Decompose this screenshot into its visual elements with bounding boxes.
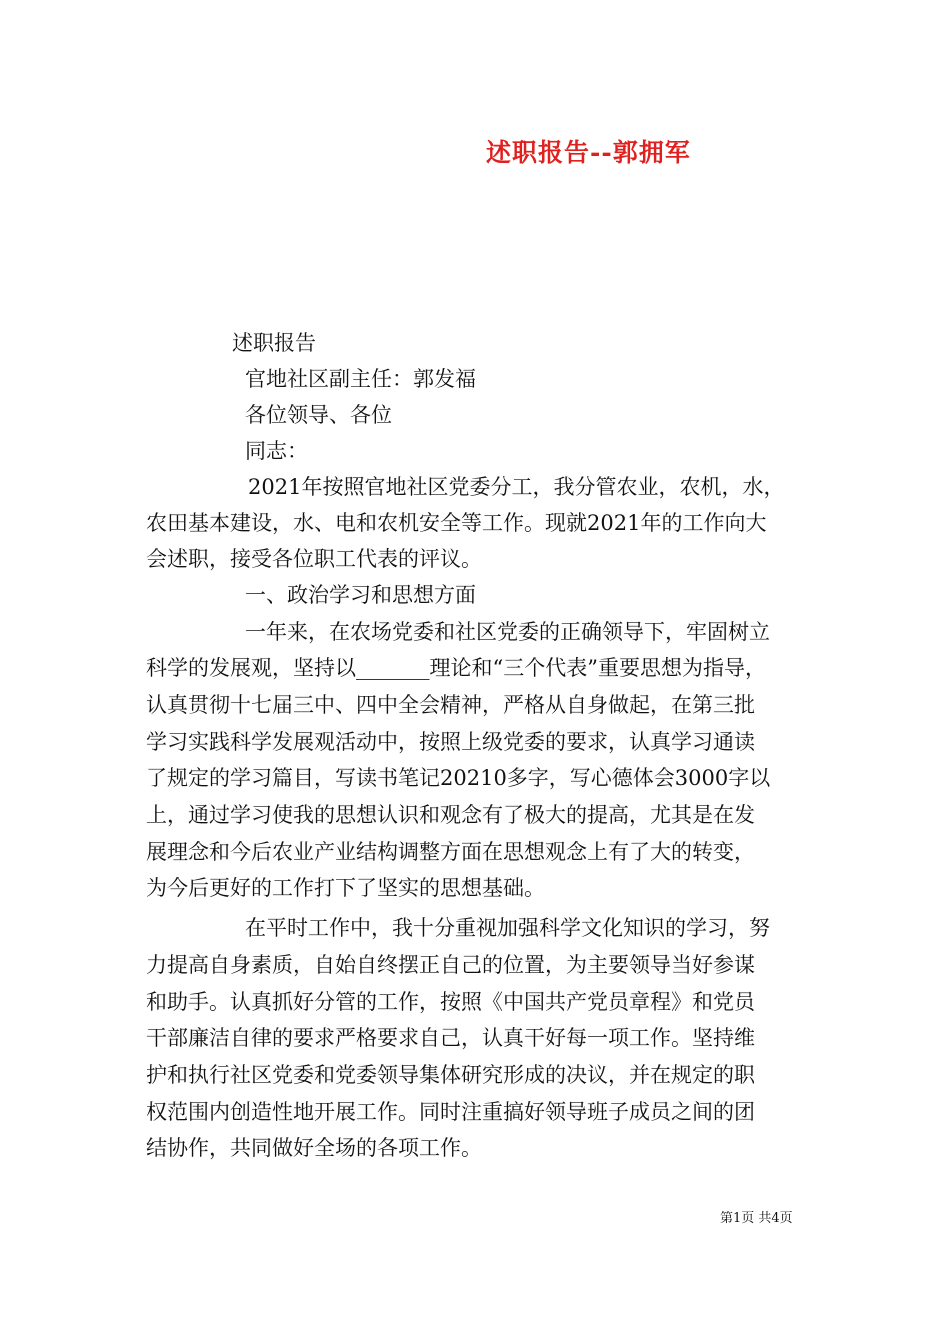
paragraph-line: 结协作，共同做好全场的各项工作。: [146, 1136, 482, 1160]
paragraph-line: 为今后更好的工作打下了坚实的思想基础。: [146, 876, 545, 900]
paragraph-line: 农田基本建设，水、电和农机安全等工作。现就2021年的工作向大: [146, 511, 767, 535]
paragraph-line: 力提高自身素质，自始自终摆正自己的位置，为主要领导当好参谋: [146, 953, 755, 977]
paragraph-line: 认真贯彻十七届三中、四中全会精神，严格从自身做起，在第三批: [146, 693, 755, 717]
report-heading: 述职报告: [232, 331, 316, 355]
paragraph-line: 一年来，在农场党委和社区党委的正确领导下，牢固树立: [245, 620, 770, 644]
paragraph-line: 权范围内创造性地开展工作。同时注重搞好领导班子成员之间的团: [146, 1100, 755, 1124]
author-line: 官地社区副主任：郭发福: [245, 367, 476, 391]
paragraph-line: 会述职，接受各位职工代表的评议。: [146, 547, 482, 571]
page-footer: 第1页 共4页: [720, 1211, 793, 1226]
paragraph-line: 2021年按照官地社区党委分工，我分管农业，农机，水，: [248, 475, 785, 499]
document-title: 述职报告--郭拥军: [486, 138, 691, 167]
paragraph-line: 在平时工作中，我十分重视加强科学文化知识的学习，努: [245, 916, 770, 940]
paragraph-line: 展理念和今后农业产业结构调整方面在思想观念上有了大的转变，: [146, 840, 755, 864]
paragraph-line: 护和执行社区党委和党委领导集体研究形成的决议，并在规定的职: [146, 1063, 755, 1087]
paragraph-line: 上，通过学习使我的思想认识和观念有了极大的提高，尤其是在发: [146, 803, 755, 827]
paragraph-line: 科学的发展观，坚持以_______理论和“三个代表”重要思想为指导，: [146, 656, 766, 680]
paragraph-line: 干部廉洁自律的要求严格要求自己，认真干好每一项工作。坚持维: [146, 1026, 755, 1050]
salutation-line: 各位领导、各位: [245, 403, 392, 427]
paragraph-line: 和助手。认真抓好分管的工作，按照《中国共产党员章程》和党员: [146, 990, 755, 1014]
section-heading: 一、政治学习和思想方面: [245, 583, 476, 607]
salutation-line: 同志：: [245, 439, 308, 463]
paragraph-line: 了规定的学习篇目，写读书笔记20210多字，写心德体会3000字以: [146, 766, 771, 790]
paragraph-line: 学习实践科学发展观活动中，按照上级党委的要求，认真学习通读: [146, 730, 755, 754]
